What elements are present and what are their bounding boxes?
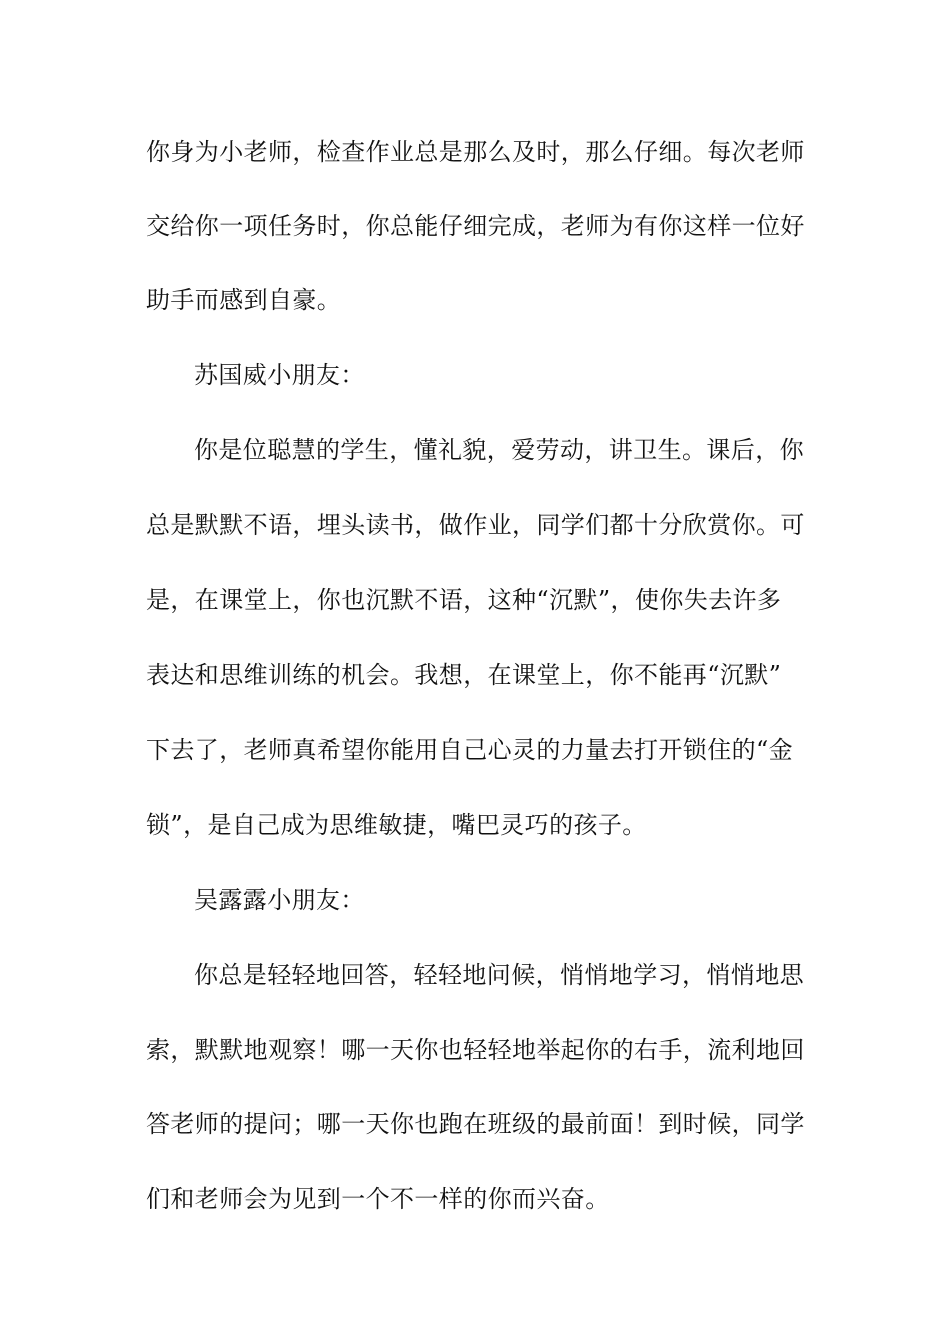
salutation-su-guowei: 苏国威小朋友：	[194, 361, 365, 389]
paragraph-2-line-5: 下去了，老师真希望你能用自己心灵的力量去打开锁住的“金	[146, 736, 794, 764]
paragraph-3-line-1: 你总是轻轻地回答，轻轻地问候，悄悄地学习，悄悄地思	[194, 961, 804, 989]
paragraph-2-line-2: 总是默默不语，埋头读书，做作业，同学们都十分欣赏你。可	[146, 511, 805, 539]
paragraph-2-line-3: 是，在课堂上，你也沉默不语，这种“沉默”，使你失去许多	[146, 586, 782, 614]
paragraph-1-line-2: 交给你一项任务时，你总能仔细完成，老师为有你这样一位好	[146, 212, 805, 240]
salutation-wu-lulu: 吴露露小朋友：	[194, 886, 365, 914]
paragraph-2-line-4: 表达和思维训练的机会。我想，在课堂上，你不能再“沉默”	[146, 661, 782, 689]
paragraph-3-line-4: 们和老师会为见到一个不一样的你而兴奋。	[146, 1185, 610, 1213]
paragraph-3-line-2: 索，默默地观察！哪一天你也轻轻地举起你的右手，流利地回	[146, 1036, 805, 1064]
paragraph-1-line-1: 你身为小老师，检查作业总是那么及时，那么仔细。每次老师	[146, 138, 805, 166]
paragraph-2-line-1: 你是位聪慧的学生，懂礼貌，爱劳动，讲卫生。课后，你	[194, 436, 804, 464]
paragraph-1-line-3: 助手而感到自豪。	[146, 286, 342, 314]
paragraph-2-line-6: 锁”，是自己成为思维敏捷，嘴巴灵巧的孩子。	[146, 811, 647, 839]
paragraph-3-line-3: 答老师的提问；哪一天你也跑在班级的最前面！到时候，同学	[146, 1110, 805, 1138]
